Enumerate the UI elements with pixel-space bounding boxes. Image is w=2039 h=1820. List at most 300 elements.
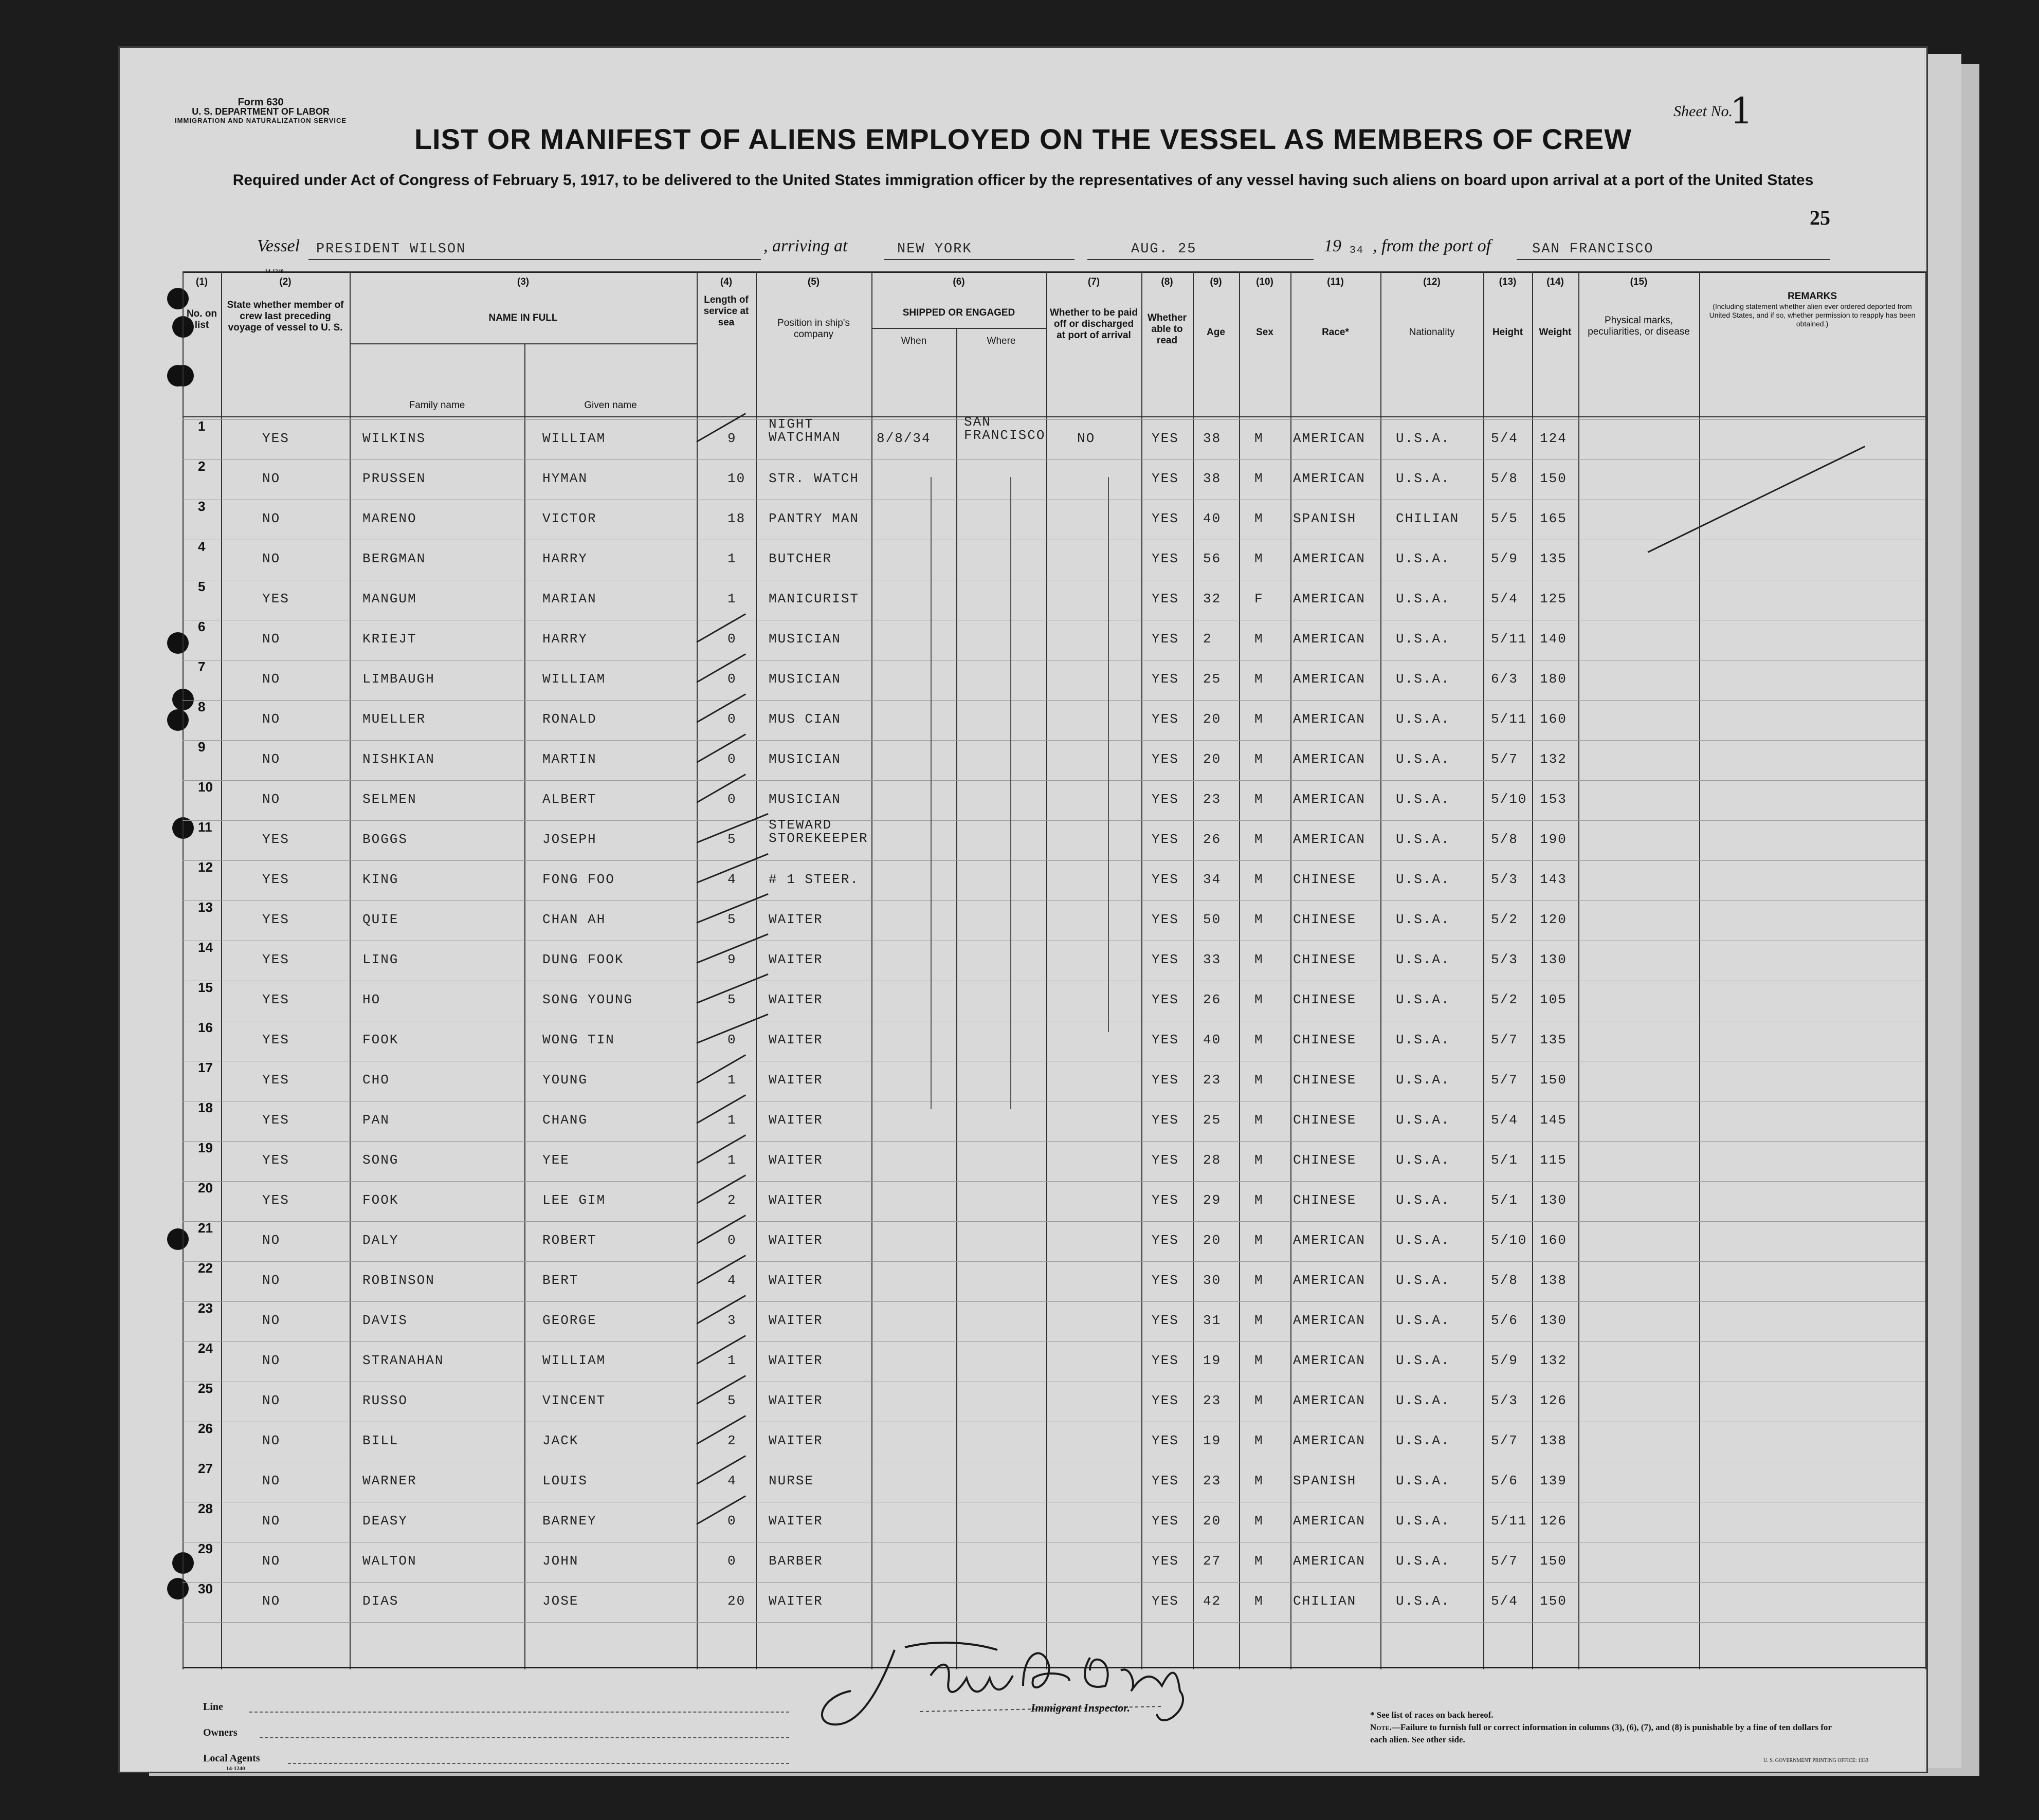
height-cell: 5/1 xyxy=(1491,1192,1518,1208)
given-name-cell: MARIAN xyxy=(542,591,597,606)
family-name-cell: WARNER xyxy=(362,1473,417,1488)
family-name-cell: ROBINSON xyxy=(362,1273,435,1288)
position-cell: MUSICIAN xyxy=(769,792,841,807)
sex-cell: M xyxy=(1254,872,1264,887)
check-mark xyxy=(696,693,746,723)
column-rule xyxy=(221,271,222,1669)
column-rule xyxy=(1290,271,1291,1669)
nationality-cell: U.S.A. xyxy=(1396,832,1450,847)
previous-voyage-cell: NO xyxy=(262,751,281,767)
vessel-label: Vessel xyxy=(257,236,300,255)
family-name-cell: BOGGS xyxy=(362,832,408,847)
check-mark xyxy=(696,1335,746,1365)
able-to-read-cell: YES xyxy=(1152,1273,1179,1288)
col12-number: (12) xyxy=(1423,277,1441,287)
given-name-cell: BARNEY xyxy=(542,1513,597,1529)
height-cell: 5/8 xyxy=(1491,832,1518,847)
sex-cell: M xyxy=(1254,631,1264,647)
given-name-cell: GEORGE xyxy=(542,1313,597,1328)
col6-number: (6) xyxy=(953,277,965,287)
nationality-cell: U.S.A. xyxy=(1396,751,1450,767)
column-rule xyxy=(1699,271,1700,1669)
column-rule xyxy=(1578,271,1579,1669)
race-cell: AMERICAN xyxy=(1293,1393,1366,1408)
sex-cell: M xyxy=(1254,1233,1264,1248)
age-cell: 26 xyxy=(1203,992,1222,1007)
age-cell: 25 xyxy=(1203,671,1222,687)
check-mark xyxy=(696,733,746,763)
row-number: 22 xyxy=(198,1260,213,1276)
weight-cell: 138 xyxy=(1540,1273,1567,1288)
col9-number: (9) xyxy=(1210,277,1222,287)
previous-voyage-cell: YES xyxy=(262,1032,289,1047)
row-number: 19 xyxy=(198,1140,213,1155)
family-name-cell: WILKINS xyxy=(362,431,426,446)
printer-credit: U. S. GOVERNMENT PRINTING OFFICE: 1933 xyxy=(1763,1758,1868,1763)
row-rule xyxy=(183,700,1925,701)
row-number: 4 xyxy=(198,539,206,554)
weight-cell: 140 xyxy=(1540,631,1567,647)
check-mark xyxy=(696,1134,746,1164)
nationality-cell: U.S.A. xyxy=(1396,1593,1450,1609)
race-cell: AMERICAN xyxy=(1293,551,1366,566)
position-cell: WAITER xyxy=(769,1112,823,1128)
height-cell: 6/3 xyxy=(1491,671,1518,687)
race-cell: AMERICAN xyxy=(1293,1433,1366,1448)
check-mark xyxy=(696,774,746,803)
given-name-cell: WILLIAM xyxy=(542,671,606,687)
col14-number: (14) xyxy=(1546,277,1564,287)
col6-where-header: Where xyxy=(987,336,1016,346)
previous-voyage-cell: NO xyxy=(262,631,281,647)
row-number: 12 xyxy=(198,859,213,875)
given-name-cell: ROBERT xyxy=(542,1233,597,1248)
col12-header: Nationality xyxy=(1409,327,1455,338)
previous-voyage-cell: NO xyxy=(262,1273,281,1288)
col16-header: REMARKS xyxy=(1787,291,1837,302)
service-length-cell: 0 xyxy=(727,792,737,807)
position-cell: WAITER xyxy=(769,1152,823,1168)
position-cell: WAITER xyxy=(769,992,823,1007)
position-cell: WAITER xyxy=(769,1433,823,1448)
service-length-cell: 0 xyxy=(727,751,737,767)
check-mark xyxy=(696,1054,746,1084)
weight-cell: 130 xyxy=(1540,952,1567,967)
able-to-read-cell: YES xyxy=(1152,1433,1179,1448)
row-number: 27 xyxy=(198,1461,213,1476)
race-cell: CHINESE xyxy=(1293,952,1357,967)
sex-cell: M xyxy=(1254,1072,1264,1088)
race-cell: CHINESE xyxy=(1293,992,1357,1007)
shipped-when-cell: 8/8/34 xyxy=(877,431,931,446)
service-length-cell: 18 xyxy=(727,511,746,526)
previous-voyage-cell: YES xyxy=(262,832,289,847)
service-length-cell: 20 xyxy=(727,1593,746,1609)
height-cell: 5/2 xyxy=(1491,912,1518,927)
col13-number: (13) xyxy=(1499,277,1517,287)
department-name: U. S. DEPARTMENT OF LABOR xyxy=(192,106,330,117)
given-name-cell: WILLIAM xyxy=(542,431,606,446)
row-number: 30 xyxy=(198,1581,213,1596)
family-name-cell: FOOK xyxy=(362,1032,399,1047)
age-cell: 31 xyxy=(1203,1313,1222,1328)
position-cell: WAITER xyxy=(769,1273,823,1288)
family-name-cell: LIMBAUGH xyxy=(362,671,435,687)
previous-voyage-cell: NO xyxy=(262,1553,281,1569)
note-text: —Failure to furnish full or correct information in columns (3), (6), (7), and (8) is punishable by a fine of ten dollars for each alien. See other side. xyxy=(1370,1722,1832,1744)
year-label: 19 xyxy=(1324,236,1341,255)
age-cell: 20 xyxy=(1203,1513,1222,1529)
race-cell: AMERICAN xyxy=(1293,591,1366,606)
weight-cell: 132 xyxy=(1540,1353,1567,1368)
nationality-cell: U.S.A. xyxy=(1396,1273,1450,1288)
agents-code: 14-1240 xyxy=(226,1766,245,1772)
given-name-cell: CHAN AH xyxy=(542,912,606,927)
position-cell: WAITER xyxy=(769,1393,823,1408)
race-cell: AMERICAN xyxy=(1293,431,1366,446)
position-cell: MUSICIAN xyxy=(769,751,841,767)
able-to-read-cell: YES xyxy=(1152,1553,1179,1569)
row-number: 18 xyxy=(198,1100,213,1115)
height-cell: 5/3 xyxy=(1491,872,1518,887)
age-cell: 26 xyxy=(1203,832,1222,847)
service-length-cell: 0 xyxy=(727,711,737,727)
family-name-cell: SELMEN xyxy=(362,792,417,807)
family-name-cell: PAN xyxy=(362,1112,390,1128)
able-to-read-cell: YES xyxy=(1152,912,1179,927)
height-cell: 5/6 xyxy=(1491,1473,1518,1488)
weight-cell: 153 xyxy=(1540,792,1567,807)
height-cell: 5/2 xyxy=(1491,992,1518,1007)
able-to-read-cell: YES xyxy=(1152,1393,1179,1408)
nationality-cell: U.S.A. xyxy=(1396,1553,1450,1569)
able-to-read-cell: YES xyxy=(1152,1152,1179,1168)
nationality-cell: U.S.A. xyxy=(1396,992,1450,1007)
blank xyxy=(630,1636,631,1646)
check-mark xyxy=(696,1375,746,1405)
family-name-cell: FOOK xyxy=(362,1192,399,1208)
row-number: 6 xyxy=(198,619,206,634)
height-cell: 5/4 xyxy=(1491,1593,1518,1609)
weight-cell: 150 xyxy=(1540,1593,1567,1609)
race-cell: AMERICAN xyxy=(1293,1353,1366,1368)
previous-voyage-cell: YES xyxy=(262,952,289,967)
col11-number: (11) xyxy=(1327,277,1344,287)
weight-cell: 126 xyxy=(1540,1513,1567,1529)
age-cell: 20 xyxy=(1203,1233,1222,1248)
paid-off-cell: NO xyxy=(1077,431,1096,446)
weight-cell: 105 xyxy=(1540,992,1567,1007)
header-bottom-rule xyxy=(183,416,1925,417)
weight-cell: 145 xyxy=(1540,1112,1567,1128)
family-name-cell: PRUSSEN xyxy=(362,471,426,486)
service-length-cell: 0 xyxy=(727,631,737,647)
check-mark xyxy=(696,1174,746,1204)
able-to-read-cell: YES xyxy=(1152,1353,1179,1368)
given-name-cell: SONG YOUNG xyxy=(542,992,633,1007)
row-rule xyxy=(183,860,1925,861)
position-cell: WAITER xyxy=(769,912,823,927)
previous-voyage-cell: NO xyxy=(262,1233,281,1248)
col15-number: (15) xyxy=(1630,277,1648,287)
service-length-cell: 4 xyxy=(727,1473,737,1488)
previous-voyage-cell: YES xyxy=(262,992,289,1007)
row-number: 2 xyxy=(198,458,206,474)
col10-number: (10) xyxy=(1256,277,1273,287)
weight-cell: 160 xyxy=(1540,711,1567,727)
column-rule xyxy=(1483,271,1484,1669)
race-cell: AMERICAN xyxy=(1293,711,1366,727)
position-cell: WAITER xyxy=(769,1353,823,1368)
col3-given-header: Given name xyxy=(584,400,637,411)
row-number: 14 xyxy=(198,940,213,955)
family-name-cell: MANGUM xyxy=(362,591,417,606)
service-length-cell: 9 xyxy=(727,952,737,967)
col6-when-header: When xyxy=(901,336,927,346)
race-cell: CHINESE xyxy=(1293,1112,1357,1128)
nationality-cell: U.S.A. xyxy=(1396,1393,1450,1408)
column-rule xyxy=(956,328,957,1669)
previous-voyage-cell: NO xyxy=(262,1433,281,1448)
given-name-cell: HARRY xyxy=(542,631,588,647)
ditto-stroke xyxy=(1010,477,1011,1109)
race-cell: AMERICAN xyxy=(1293,832,1366,847)
sex-cell: M xyxy=(1254,792,1264,807)
previous-voyage-cell: NO xyxy=(262,1353,281,1368)
family-name-cell: MUELLER xyxy=(362,711,426,727)
height-cell: 5/5 xyxy=(1491,511,1518,526)
race-cell: CHINESE xyxy=(1293,1192,1357,1208)
previous-voyage-cell: YES xyxy=(262,1152,289,1168)
age-cell: 19 xyxy=(1203,1433,1222,1448)
race-cell: CHINESE xyxy=(1293,872,1357,887)
able-to-read-cell: YES xyxy=(1152,792,1179,807)
age-cell: 29 xyxy=(1203,1192,1222,1208)
weight-cell: 150 xyxy=(1540,1072,1567,1088)
row-number: 26 xyxy=(198,1421,213,1436)
nationality-cell: U.S.A. xyxy=(1396,1072,1450,1088)
row-rule xyxy=(183,419,1925,420)
age-cell: 33 xyxy=(1203,952,1222,967)
nationality-cell: U.S.A. xyxy=(1396,551,1450,566)
col6-header: SHIPPED OR ENGAGED xyxy=(902,307,1015,318)
previous-voyage-cell: NO xyxy=(262,1513,281,1529)
weight-cell: 125 xyxy=(1540,591,1567,606)
able-to-read-cell: YES xyxy=(1152,832,1179,847)
line-label: Line xyxy=(203,1701,223,1713)
nationality-cell: CHILIAN xyxy=(1396,511,1460,526)
row-rule xyxy=(183,1141,1925,1142)
age-cell: 25 xyxy=(1203,1112,1222,1128)
height-cell: 5/11 xyxy=(1491,711,1527,727)
check-mark xyxy=(696,1295,746,1325)
table-top-border xyxy=(183,271,1925,273)
nationality-cell: U.S.A. xyxy=(1396,1152,1450,1168)
race-cell: CHINESE xyxy=(1293,1072,1357,1088)
nationality-cell: U.S.A. xyxy=(1396,471,1450,486)
col2-header: State whether member of crew last preceding voyage of vessel to U. S. xyxy=(227,300,344,333)
nationality-cell: U.S.A. xyxy=(1396,1112,1450,1128)
nationality-cell: U.S.A. xyxy=(1396,431,1450,446)
weight-cell: 180 xyxy=(1540,671,1567,687)
arriving-port: NEW YORK xyxy=(897,242,972,257)
row-rule xyxy=(183,820,1925,821)
age-cell: 20 xyxy=(1203,711,1222,727)
age-cell: 27 xyxy=(1203,1553,1222,1569)
owners-field xyxy=(260,1737,789,1738)
check-mark xyxy=(696,1415,746,1445)
row-rule xyxy=(183,1341,1925,1342)
nationality-cell: U.S.A. xyxy=(1396,631,1450,647)
service-length-cell: 4 xyxy=(727,1273,737,1288)
given-name-cell: JACK xyxy=(542,1433,579,1448)
family-name-cell: HO xyxy=(362,992,381,1007)
race-cell: AMERICAN xyxy=(1293,1553,1366,1569)
weight-cell: 150 xyxy=(1540,1553,1567,1569)
height-cell: 5/3 xyxy=(1491,952,1518,967)
race-cell: AMERICAN xyxy=(1293,1313,1366,1328)
previous-voyage-cell: NO xyxy=(262,511,281,526)
manifest-sheet xyxy=(118,46,1928,1773)
nationality-cell: U.S.A. xyxy=(1396,711,1450,727)
height-cell: 5/9 xyxy=(1491,551,1518,566)
col3-divider xyxy=(350,343,697,344)
position-cell: MUS CIAN xyxy=(769,711,841,727)
sex-cell: M xyxy=(1254,1593,1264,1609)
row-number: 20 xyxy=(198,1180,213,1196)
age-cell: 50 xyxy=(1203,912,1222,927)
row-number: 17 xyxy=(198,1060,213,1075)
date-underline xyxy=(1087,259,1314,260)
race-cell: AMERICAN xyxy=(1293,792,1366,807)
position-cell: NIGHT WATCHMAN xyxy=(769,416,841,445)
from-port: SAN FRANCISCO xyxy=(1532,242,1654,257)
row-number: 10 xyxy=(198,779,213,795)
given-name-cell: FONG FOO xyxy=(542,872,615,887)
position-cell: BUTCHER xyxy=(769,551,832,566)
nationality-cell: U.S.A. xyxy=(1396,671,1450,687)
crew-table xyxy=(183,268,1925,1675)
given-name-cell: BERT xyxy=(542,1273,579,1288)
given-name-cell: LOUIS xyxy=(542,1473,588,1488)
able-to-read-cell: YES xyxy=(1152,711,1179,727)
position-cell: WAITER xyxy=(769,1032,823,1047)
position-cell: WAITER xyxy=(769,952,823,967)
height-cell: 5/7 xyxy=(1491,1072,1518,1088)
arriving-label: , arriving at xyxy=(763,236,848,255)
service-length-cell: 1 xyxy=(727,1353,737,1368)
sheet-label: Sheet No. xyxy=(1673,103,1733,120)
family-name-cell: NISHKIAN xyxy=(362,751,435,767)
weight-cell: 124 xyxy=(1540,431,1567,446)
weight-cell: 135 xyxy=(1540,1032,1567,1047)
given-name-cell: VICTOR xyxy=(542,511,597,526)
age-cell: 38 xyxy=(1203,431,1222,446)
note-label: Note. xyxy=(1370,1722,1392,1732)
able-to-read-cell: YES xyxy=(1152,1192,1179,1208)
sex-cell: M xyxy=(1254,1393,1264,1408)
nationality-cell: U.S.A. xyxy=(1396,952,1450,967)
given-name-cell: WONG TIN xyxy=(542,1032,615,1047)
height-cell: 5/8 xyxy=(1491,1273,1518,1288)
check-mark xyxy=(696,613,746,643)
height-cell: 5/3 xyxy=(1491,1393,1518,1408)
sex-cell: M xyxy=(1254,671,1264,687)
height-cell: 5/10 xyxy=(1491,792,1527,807)
age-cell: 28 xyxy=(1203,1152,1222,1168)
column-rule xyxy=(697,271,698,1669)
able-to-read-cell: YES xyxy=(1152,1313,1179,1328)
line-field xyxy=(249,1712,789,1713)
weight-cell: 143 xyxy=(1540,872,1567,887)
sheet-number-value: 1 xyxy=(1730,90,1753,132)
able-to-read-cell: YES xyxy=(1152,551,1179,566)
given-name-cell: JOHN xyxy=(542,1553,579,1569)
height-cell: 5/8 xyxy=(1491,471,1518,486)
ditto-stroke xyxy=(931,477,932,1109)
age-cell: 19 xyxy=(1203,1353,1222,1368)
family-name-cell: MARENO xyxy=(362,511,417,526)
col6-divider xyxy=(871,328,1046,329)
age-cell: 42 xyxy=(1203,1593,1222,1609)
service-length-cell: 2 xyxy=(727,1433,737,1448)
port-underline xyxy=(884,259,1075,260)
race-cell: CHINESE xyxy=(1293,1152,1357,1168)
ditto-stroke xyxy=(1108,477,1109,1032)
previous-voyage-cell: NO xyxy=(262,1393,281,1408)
check-mark xyxy=(696,1094,746,1124)
height-cell: 5/6 xyxy=(1491,1313,1518,1328)
col10-header: Sex xyxy=(1256,327,1273,338)
col8-number: (8) xyxy=(1161,277,1173,287)
position-cell: MANICURIST xyxy=(769,591,860,606)
family-name-cell: WALTON xyxy=(362,1553,417,1569)
column-rule xyxy=(1532,271,1533,1669)
nationality-cell: U.S.A. xyxy=(1396,1433,1450,1448)
able-to-read-cell: YES xyxy=(1152,751,1179,767)
previous-voyage-cell: NO xyxy=(262,1593,281,1609)
check-mark xyxy=(696,1455,746,1485)
row-rule xyxy=(183,1301,1925,1302)
nationality-cell: U.S.A. xyxy=(1396,1473,1450,1488)
col16-note: (Including statement whether alien ever ordered deported from United States, and if so, whether permission to reapply has been obtained.) xyxy=(1709,302,1916,328)
previous-voyage-cell: YES xyxy=(262,872,289,887)
position-cell: WAITER xyxy=(769,1072,823,1088)
row-rule xyxy=(183,1181,1925,1182)
family-name-cell: CHO xyxy=(362,1072,390,1088)
family-name-cell: DIAS xyxy=(362,1593,399,1609)
row-number: 28 xyxy=(198,1501,213,1516)
check-mark xyxy=(696,653,746,683)
row-number: 21 xyxy=(198,1220,213,1236)
row-number: 5 xyxy=(198,579,206,594)
given-name-cell: RONALD xyxy=(542,711,597,727)
age-cell: 23 xyxy=(1203,1473,1222,1488)
position-cell: MUSICIAN xyxy=(769,671,841,687)
vessel-name: PRESIDENT WILSON xyxy=(316,242,466,257)
column-rule xyxy=(1046,271,1047,1669)
height-cell: 5/4 xyxy=(1491,431,1518,446)
able-to-read-cell: YES xyxy=(1152,431,1179,446)
given-name-cell: HYMAN xyxy=(542,471,588,486)
weight-cell: 130 xyxy=(1540,1313,1567,1328)
able-to-read-cell: YES xyxy=(1152,1513,1179,1529)
race-cell: SPANISH xyxy=(1293,1473,1357,1488)
family-name-cell: STRANAHAN xyxy=(362,1353,444,1368)
sex-cell: M xyxy=(1254,1433,1264,1448)
nationality-cell: U.S.A. xyxy=(1396,591,1450,606)
age-cell: 23 xyxy=(1203,1393,1222,1408)
